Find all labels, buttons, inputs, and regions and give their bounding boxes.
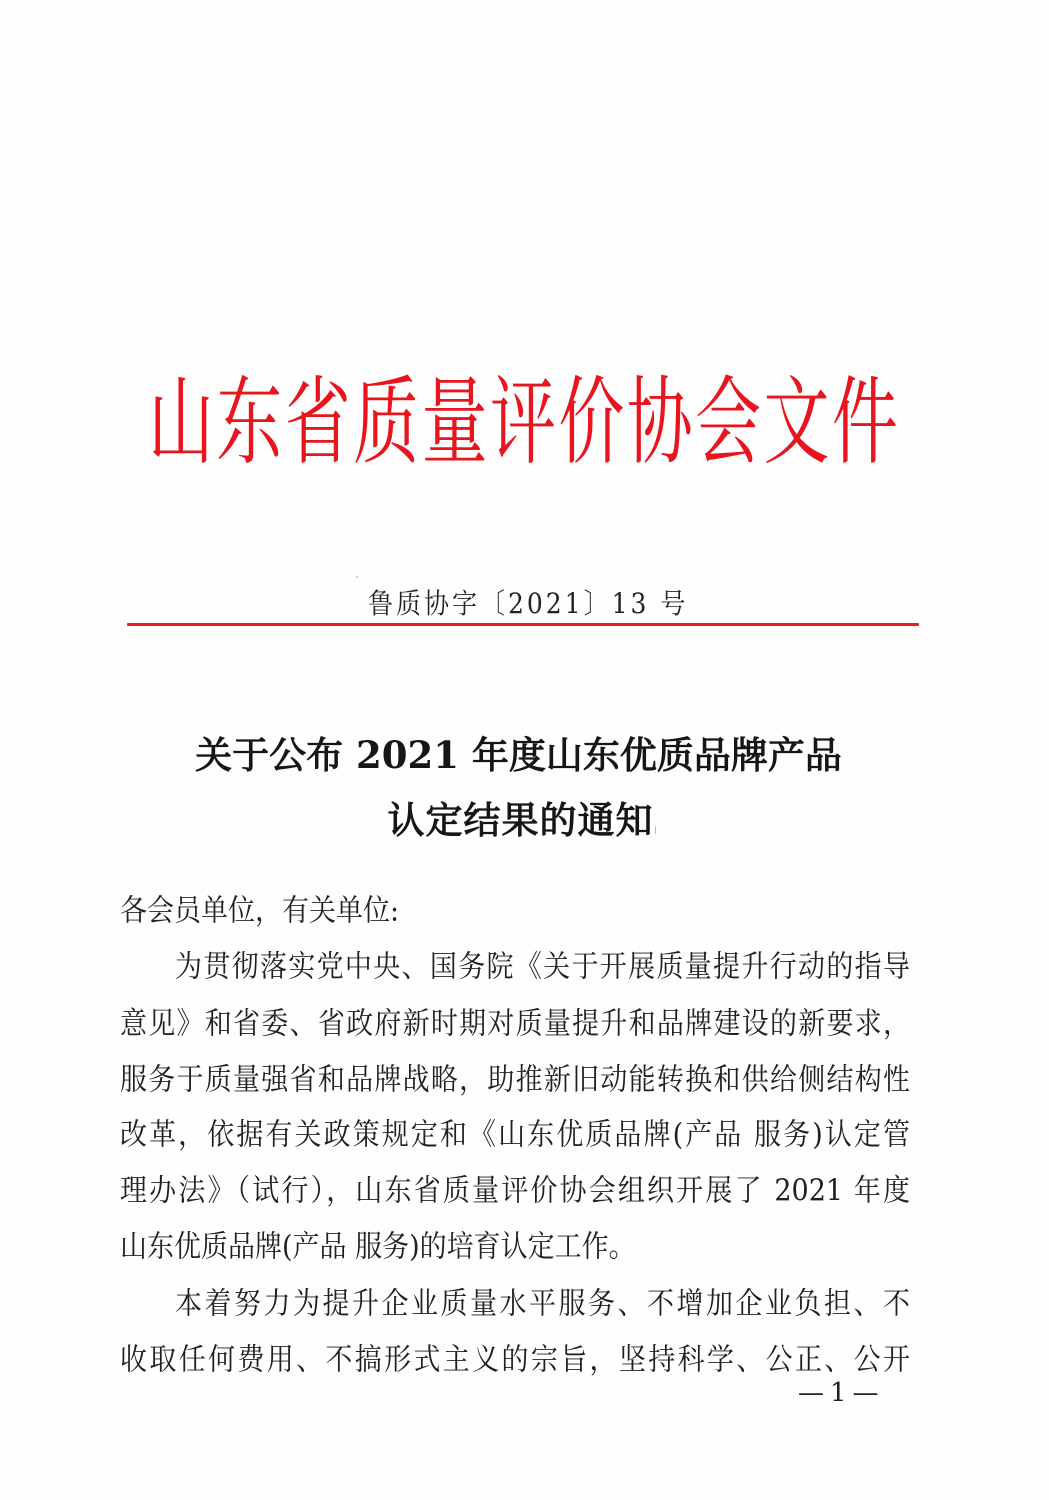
masthead-char: 价 (558, 366, 625, 479)
notice-title-line-1: 关于公布 2021 年度山东优质品牌产品 (195, 733, 842, 777)
masthead-char: 质 (353, 366, 420, 479)
notice-title-line-2: 认定结果的通知 (387, 798, 654, 842)
masthead-char: 协 (626, 366, 693, 479)
scan-speck (356, 576, 358, 578)
scan-speck (655, 826, 656, 834)
paragraph-line: 收取任何费用、不搞形式主义的宗旨，坚持科学、公正、公开 (120, 1342, 910, 1378)
masthead-char: 山 (148, 366, 214, 479)
paragraph-line: 本着努力为提升企业质量水平服务、不增加企业负担、不 (175, 1286, 910, 1322)
masthead-char: 省 (284, 366, 351, 479)
masthead-char: 文 (763, 366, 830, 479)
masthead-char: 件 (831, 366, 898, 479)
paragraph-line: 理办法》（试行），山东省质量评价协会组织开展了 2021 年度 (120, 1173, 910, 1209)
paragraph-line: 改革，依据有关政策规定和《山东优质品牌(产品 服务)认定管 (120, 1117, 910, 1153)
red-separator-rule (127, 623, 919, 626)
salutation: 各会员单位，有关单位: (120, 893, 400, 929)
masthead-char: 评 (489, 366, 556, 479)
masthead-char: 会 (695, 366, 762, 479)
paragraph-line: 山东优质品牌(产品 服务)的培育认定工作。 (120, 1229, 636, 1265)
masthead-char: 量 (421, 366, 488, 479)
paragraph-line: 为贯彻落实党中央、国务院《关于开展质量提升行动的指导 (175, 949, 910, 985)
page-number: —1— (798, 1378, 885, 1408)
document-number: 鲁质协字〔2021〕13 号 (368, 587, 689, 620)
paragraph-line: 服务于质量强省和品牌战略，助推新旧动能转换和供给侧结构性 (120, 1062, 910, 1098)
masthead-red-header (148, 366, 898, 479)
paragraph-line: 意见》和省委、省政府新时期对质量提升和品牌建设的新要求， (120, 1006, 910, 1042)
masthead-char: 东 (216, 366, 283, 479)
